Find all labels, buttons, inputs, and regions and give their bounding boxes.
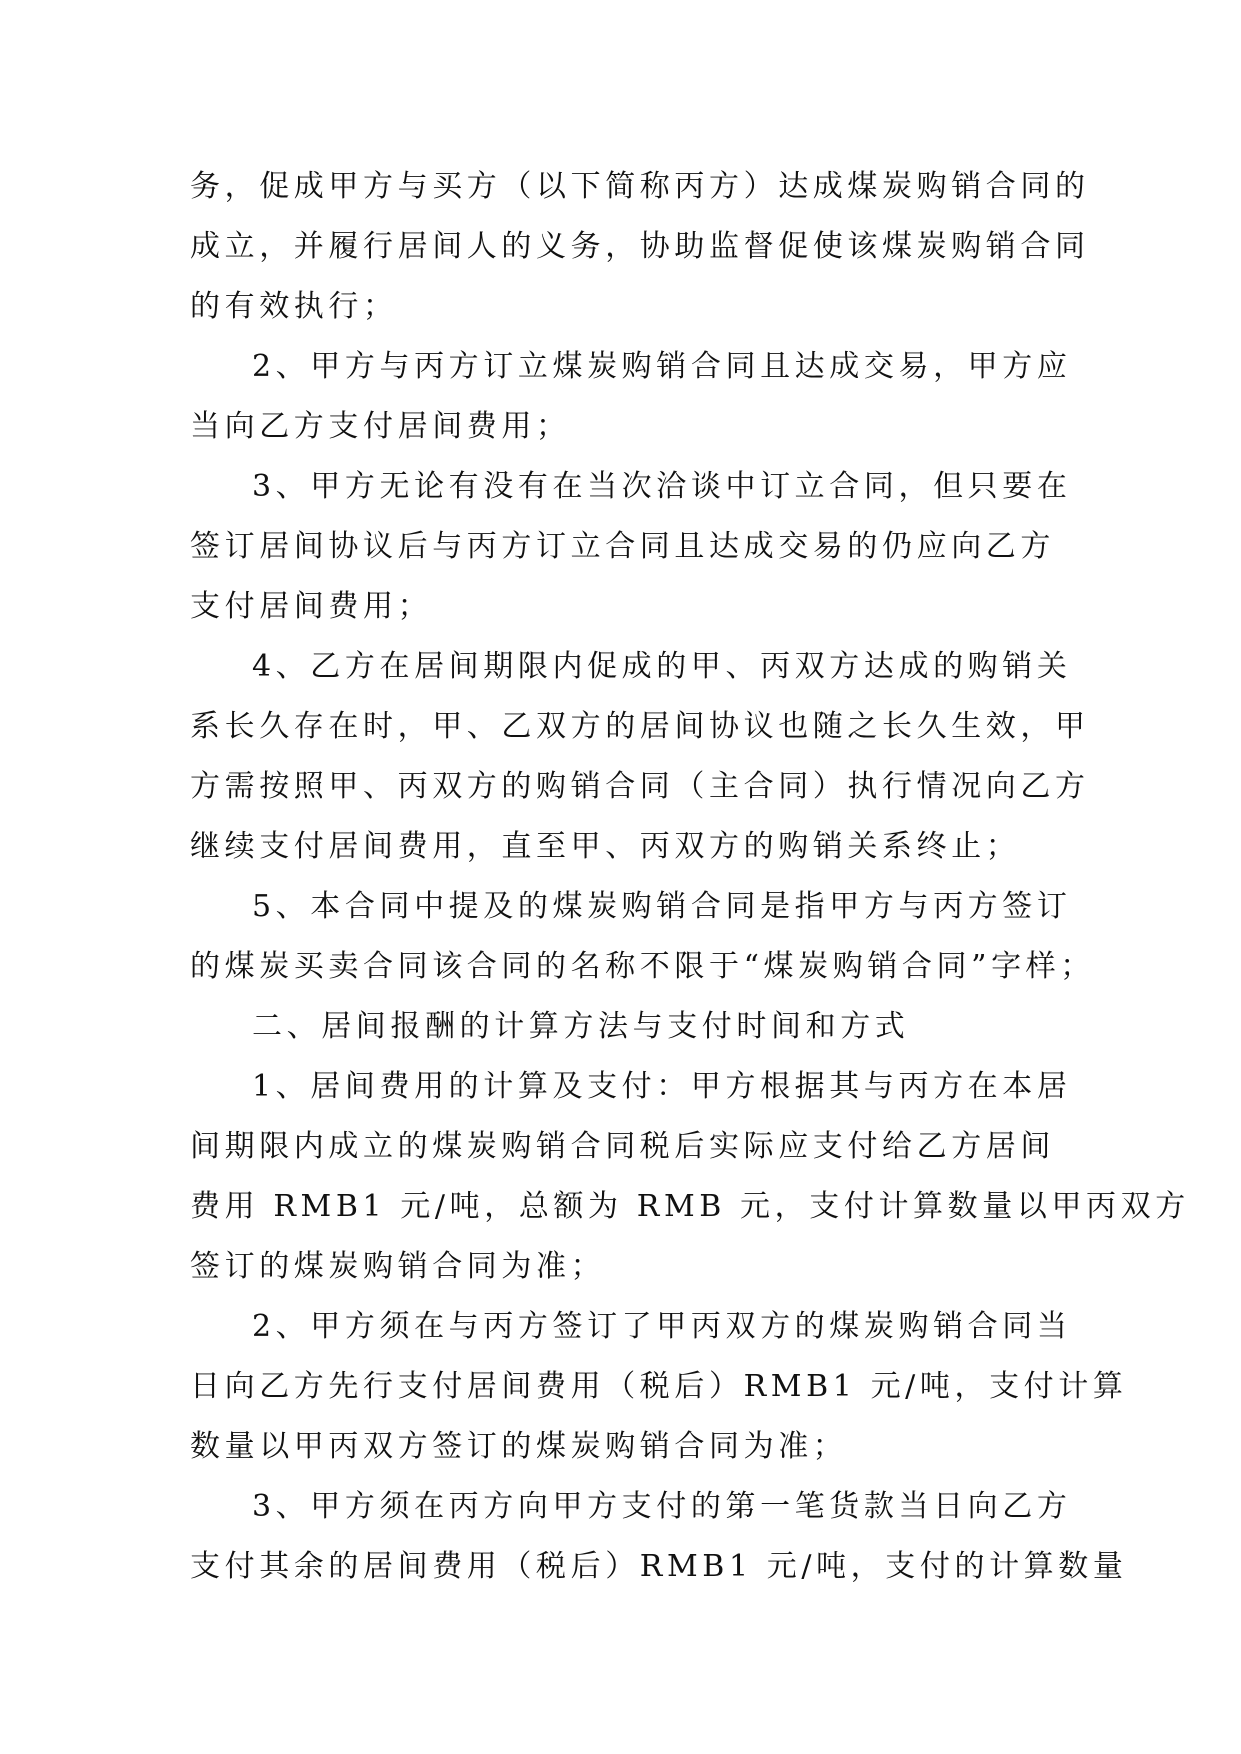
text-line-3: 的有效执行； — [190, 289, 398, 324]
payment-clause-2-line-2: 日向乙方先行支付居间费用（税后）RMB1 元/吨，支付计算 — [190, 1369, 1128, 1404]
clause-3-line-3: 支付居间费用； — [190, 589, 433, 624]
payment-clause-1-line-3: 费用 RMB1 元/吨，总额为 RMB 元，支付计算数量以甲丙双方 — [190, 1189, 1190, 1224]
clause-5-line-1: 5、本合同中提及的煤炭购销合同是指甲方与丙方签订 — [252, 889, 1072, 924]
payment-clause-1-line-4: 签订的煤炭购销合同为准； — [190, 1249, 606, 1284]
text-line-1: 务，促成甲方与买方（以下简称丙方）达成煤炭购销合同的 — [190, 169, 1090, 204]
payment-clause-2-line-3: 数量以甲丙双方签订的煤炭购销合同为准； — [190, 1429, 848, 1464]
contract-text — [190, 157, 1190, 1597]
clause-4-line-4: 继续支付居间费用，直至甲、丙双方的购销关系终止； — [190, 829, 1021, 864]
clause-3-line-1: 3、甲方无论有没有在当次洽谈中订立合同，但只要在 — [252, 469, 1072, 504]
payment-clause-1-line-1: 1、居间费用的计算及支付：甲方根据其与丙方在本居 — [252, 1069, 1072, 1104]
clause-4-line-2: 系长久存在时，甲、乙双方的居间协议也随之长久生效，甲 — [190, 709, 1090, 744]
payment-clause-3-line-2: 支付其余的居间费用（税后）RMB1 元/吨，支付的计算数量 — [190, 1549, 1128, 1584]
clause-3-line-2: 签订居间协议后与丙方订立合同且达成交易的仍应向乙方 — [190, 529, 1055, 564]
clause-2-line-1: 2、甲方与丙方订立煤炭购销合同且达成交易，甲方应 — [252, 349, 1072, 384]
text-line-2: 成立，并履行居间人的义务，协助监督促使该煤炭购销合同 — [190, 229, 1090, 264]
clause-4-line-1: 4、乙方在居间期限内促成的甲、丙双方达成的购销关 — [252, 649, 1072, 684]
clause-2-line-2: 当向乙方支付居间费用； — [190, 409, 571, 444]
payment-clause-1-line-2: 间期限内成立的煤炭购销合同税后实际应支付给乙方居间 — [190, 1129, 1055, 1164]
clause-4-line-3: 方需按照甲、丙双方的购销合同（主合同）执行情况向乙方 — [190, 769, 1090, 804]
payment-clause-2-line-1: 2、甲方须在与丙方签订了甲丙双方的煤炭购销合同当 — [252, 1309, 1072, 1344]
clause-5-line-2: 的煤炭买卖合同该合同的名称不限于“煤炭购销合同”字样； — [190, 949, 1095, 984]
payment-clause-3-line-1: 3、甲方须在丙方向甲方支付的第一笔货款当日向乙方 — [252, 1489, 1072, 1524]
section-heading: 二、居间报酬的计算方法与支付时间和方式 — [252, 1009, 910, 1044]
